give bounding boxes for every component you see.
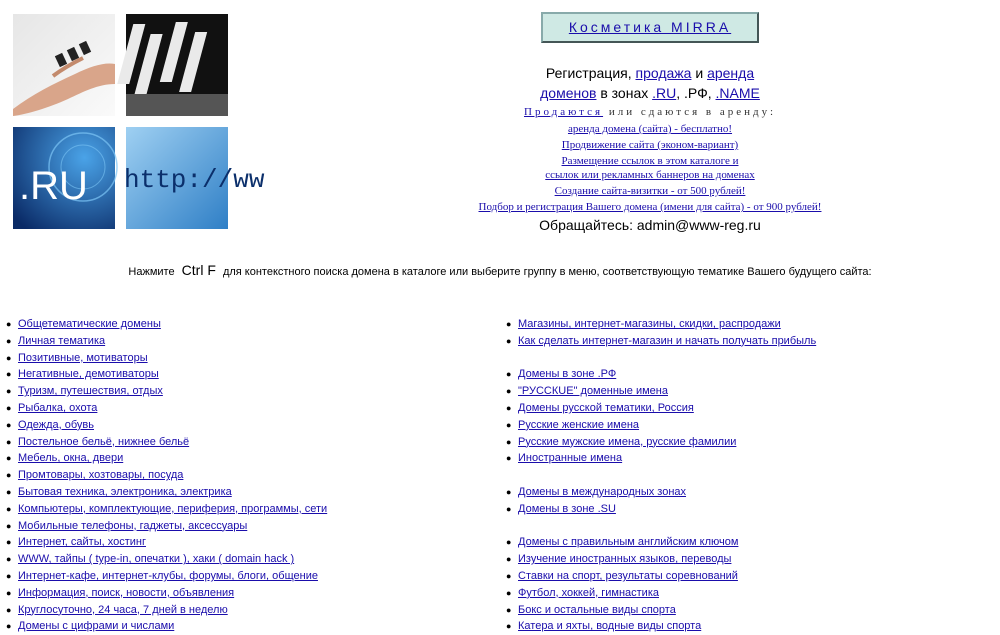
list-item <box>506 434 816 451</box>
right-category-link[interactable]: Домены в международных зонах <box>518 485 687 498</box>
list-item <box>6 585 327 602</box>
left-category-link[interactable]: Негативные, демотиваторы <box>18 368 159 381</box>
right-category-link[interactable]: Изучение иностранных языков, переводы <box>518 553 732 566</box>
zone-rf-text: , .РФ, <box>676 85 716 101</box>
hand-www-image[interactable] <box>13 14 115 116</box>
right-category-link[interactable]: Ставки на спорт, результаты соревнований <box>518 569 738 582</box>
keyboard-www-picture <box>126 14 228 116</box>
zone-ru-link[interactable]: .RU <box>652 85 677 101</box>
left-category-link[interactable]: Постельное бельё, нижнее бельё <box>18 435 190 448</box>
bullet-icon: ● <box>506 436 512 447</box>
category-list-left <box>6 316 327 635</box>
list-item <box>6 602 327 619</box>
registration-line-1 <box>460 63 840 83</box>
left-category-link[interactable]: Мебель, окна, двери <box>18 452 124 465</box>
list-item <box>6 417 327 434</box>
left-category-link[interactable]: Одежда, обувь <box>18 418 94 431</box>
bullet-icon: ● <box>6 604 12 615</box>
search-hint <box>0 262 1000 278</box>
placement-link-1[interactable]: Размещение ссылок в этом каталоге и <box>561 155 739 167</box>
promotion-link[interactable]: Продвижение сайта (эконом-вариант) <box>561 139 739 151</box>
list-item <box>6 366 327 383</box>
right-category-link[interactable]: Как сделать интернет-магазин и начать получать прибыль <box>518 334 817 347</box>
registration-line-2 <box>460 83 840 103</box>
bullet-icon: ● <box>506 587 512 598</box>
ru-domain-picture <box>13 127 115 229</box>
bullet-icon: ● <box>506 537 512 548</box>
left-category-link[interactable]: Компьютеры, комплектующие, периферия, программы, сети <box>18 502 328 515</box>
bullet-icon: ● <box>6 369 12 380</box>
bullet-icon: ● <box>6 587 12 598</box>
rent-rest: или сдаются в аренду: <box>603 106 776 118</box>
list-item <box>6 333 327 350</box>
list-item <box>6 518 327 535</box>
list-item <box>6 568 327 585</box>
right-category-link[interactable]: Катера и яхты, водные виды спорта <box>518 620 702 633</box>
list-item <box>506 551 816 568</box>
bullet-icon: ● <box>6 352 12 363</box>
bullet-icon: ● <box>6 335 12 346</box>
bullet-icon: ● <box>506 453 512 464</box>
mirra-box <box>541 12 759 43</box>
right-category-link[interactable]: Русские женские имена <box>518 418 640 431</box>
bullet-icon: ● <box>6 386 12 397</box>
list-item <box>506 400 816 417</box>
list-item <box>506 417 816 434</box>
bullet-icon: ● <box>6 570 12 581</box>
right-category-link[interactable]: Русские мужские имена, русские фамилии <box>518 435 737 448</box>
sale-link[interactable]: продажа <box>635 65 692 81</box>
domains-link[interactable]: доменов <box>540 85 597 101</box>
bullet-icon: ● <box>6 402 12 413</box>
bullet-icon: ● <box>506 503 512 514</box>
list-item <box>506 602 816 619</box>
list-item <box>6 400 327 417</box>
list-item <box>506 618 816 635</box>
left-category-link[interactable]: Домены с цифрами и числами <box>18 620 175 633</box>
bullet-icon: ● <box>6 486 12 497</box>
category-list-right <box>506 316 816 635</box>
bullet-icon: ● <box>6 554 12 565</box>
http-www-image[interactable] <box>124 127 265 229</box>
left-category-link[interactable]: Личная тематика <box>18 334 106 347</box>
list-item <box>506 366 816 383</box>
bullet-icon: ● <box>6 419 12 430</box>
bullet-icon: ● <box>506 419 512 430</box>
list-item <box>506 484 816 501</box>
bullet-icon: ● <box>506 402 512 413</box>
bullet-icon: ● <box>506 621 512 632</box>
left-category-link[interactable]: Туризм, путешествия, отдых <box>18 385 163 398</box>
bullet-icon: ● <box>506 319 512 329</box>
zone-name-link[interactable]: .NAME <box>715 85 760 101</box>
left-category-link[interactable]: Интернет-кафе, интернет-клубы, форумы, блоги, общение <box>18 569 318 582</box>
ru-domain-image[interactable] <box>13 127 115 229</box>
left-category-link[interactable]: Промтовары, хозтовары, посуда <box>18 469 184 482</box>
sold-link[interactable]: Продаются <box>524 106 604 118</box>
hand-www-picture <box>13 14 115 116</box>
promo-block <box>460 12 840 233</box>
list-item <box>6 501 327 518</box>
list-item <box>506 450 816 467</box>
bullet-icon: ● <box>506 386 512 397</box>
keyboard-www-image[interactable] <box>126 14 228 116</box>
left-category-link[interactable]: Круглосуточно, 24 часа, 7 дней в неделю <box>18 603 228 616</box>
left-category-link[interactable]: Интернет, сайты, хостинг <box>18 536 146 549</box>
bullet-icon: ● <box>6 453 12 464</box>
list-item <box>6 450 327 467</box>
list-item <box>506 383 816 400</box>
bullet-icon: ● <box>506 335 512 346</box>
right-category-link[interactable]: Футбол, хоккей, гимнастика <box>518 586 659 599</box>
domain-selection-link[interactable]: Подбор и регистрация Вашего домена (имени для сайта) - от 900 рублей! <box>478 201 822 213</box>
left-category-link[interactable]: Позитивные, мотиваторы <box>18 351 148 364</box>
list-item <box>506 568 816 585</box>
right-category-link[interactable]: Магазины, интернет-магазины, скидки, распродажи <box>518 318 781 330</box>
bullet-icon: ● <box>506 570 512 581</box>
http-www-picture <box>124 127 265 229</box>
list-item <box>506 534 816 551</box>
bullet-icon: ● <box>506 486 512 497</box>
bullet-icon: ● <box>6 436 12 447</box>
mirra-link[interactable]: Косметика MIRRA <box>568 19 732 35</box>
bullet-icon: ● <box>6 537 12 548</box>
left-category-link[interactable]: Мобильные телефоны, гаджеты, аксессуары <box>18 519 248 532</box>
list-item <box>506 501 816 518</box>
left-category-link[interactable]: Информация, поиск, новости, объявления <box>18 586 235 599</box>
right-category-link[interactable]: Домены в зоне .РФ <box>518 368 617 381</box>
bullet-icon: ● <box>506 604 512 615</box>
bullet-icon: ● <box>6 621 12 632</box>
http-text: http://ww <box>124 165 265 195</box>
left-category-link[interactable]: Рыбалка, охота <box>18 401 98 414</box>
right-category-link[interactable]: Домены русской тематики, Россия <box>518 401 694 414</box>
list-item <box>6 434 327 451</box>
left-category-link[interactable]: Общетематические домены <box>18 318 161 330</box>
list-item <box>6 534 327 551</box>
left-category-link[interactable]: WWW, тайпы ( type-in, опечатки ), хаки ( domain hack ) <box>18 553 295 566</box>
reg-and: и <box>691 65 708 81</box>
list-item <box>6 551 327 568</box>
bullet-icon: ● <box>506 554 512 565</box>
left-category-link[interactable]: Бытовая техника, электроника, электрика <box>18 485 232 498</box>
list-item <box>6 467 327 484</box>
reg-in-zones: в зонах <box>596 85 653 101</box>
free-rent-link[interactable]: аренда домена (сайта) - бесплатно! <box>567 123 733 135</box>
bullet-icon: ● <box>6 470 12 481</box>
rent-line <box>460 105 840 120</box>
list-item <box>6 350 327 367</box>
right-category-link[interactable]: "РУССКUE" доменные имена <box>518 385 668 398</box>
right-category-link[interactable]: Иностранные имена <box>518 452 623 465</box>
bullet-icon: ● <box>506 369 512 380</box>
list-item <box>6 383 327 400</box>
hint-before: Нажмите <box>128 266 175 278</box>
list-item <box>6 484 327 501</box>
business-card-site-link[interactable]: Создание сайта-визитки - от 500 рублей! <box>554 185 746 197</box>
ctrl-f-key: Ctrl F <box>181 262 216 278</box>
right-category-link[interactable]: Домены в зоне .SU <box>518 502 616 515</box>
rent-link[interactable]: аренда <box>707 65 755 81</box>
reg-prefix: Регистрация, <box>545 65 636 81</box>
bullet-icon: ● <box>6 319 12 329</box>
placement-link-2[interactable]: ссылок или рекламных баннеров на доменах <box>545 169 755 181</box>
right-category-link[interactable]: Домены с правильным английским ключом <box>518 536 739 549</box>
list-item <box>506 585 816 602</box>
hint-after: для контекстного поиска домена в каталоге или выберите группу в меню, соответствующую тематике Вашего будущего сайта: <box>222 266 872 278</box>
right-category-link[interactable]: Бокс и остальные виды спорта <box>518 603 676 616</box>
list-item <box>506 333 816 350</box>
contact-email: Обращайтесь: admin@www-reg.ru <box>539 217 761 233</box>
list-item <box>6 316 327 333</box>
ru-text: .RU <box>19 164 88 208</box>
bullet-icon: ● <box>6 520 12 531</box>
list-item <box>506 316 816 333</box>
bullet-icon: ● <box>6 503 12 514</box>
list-item <box>6 618 327 635</box>
